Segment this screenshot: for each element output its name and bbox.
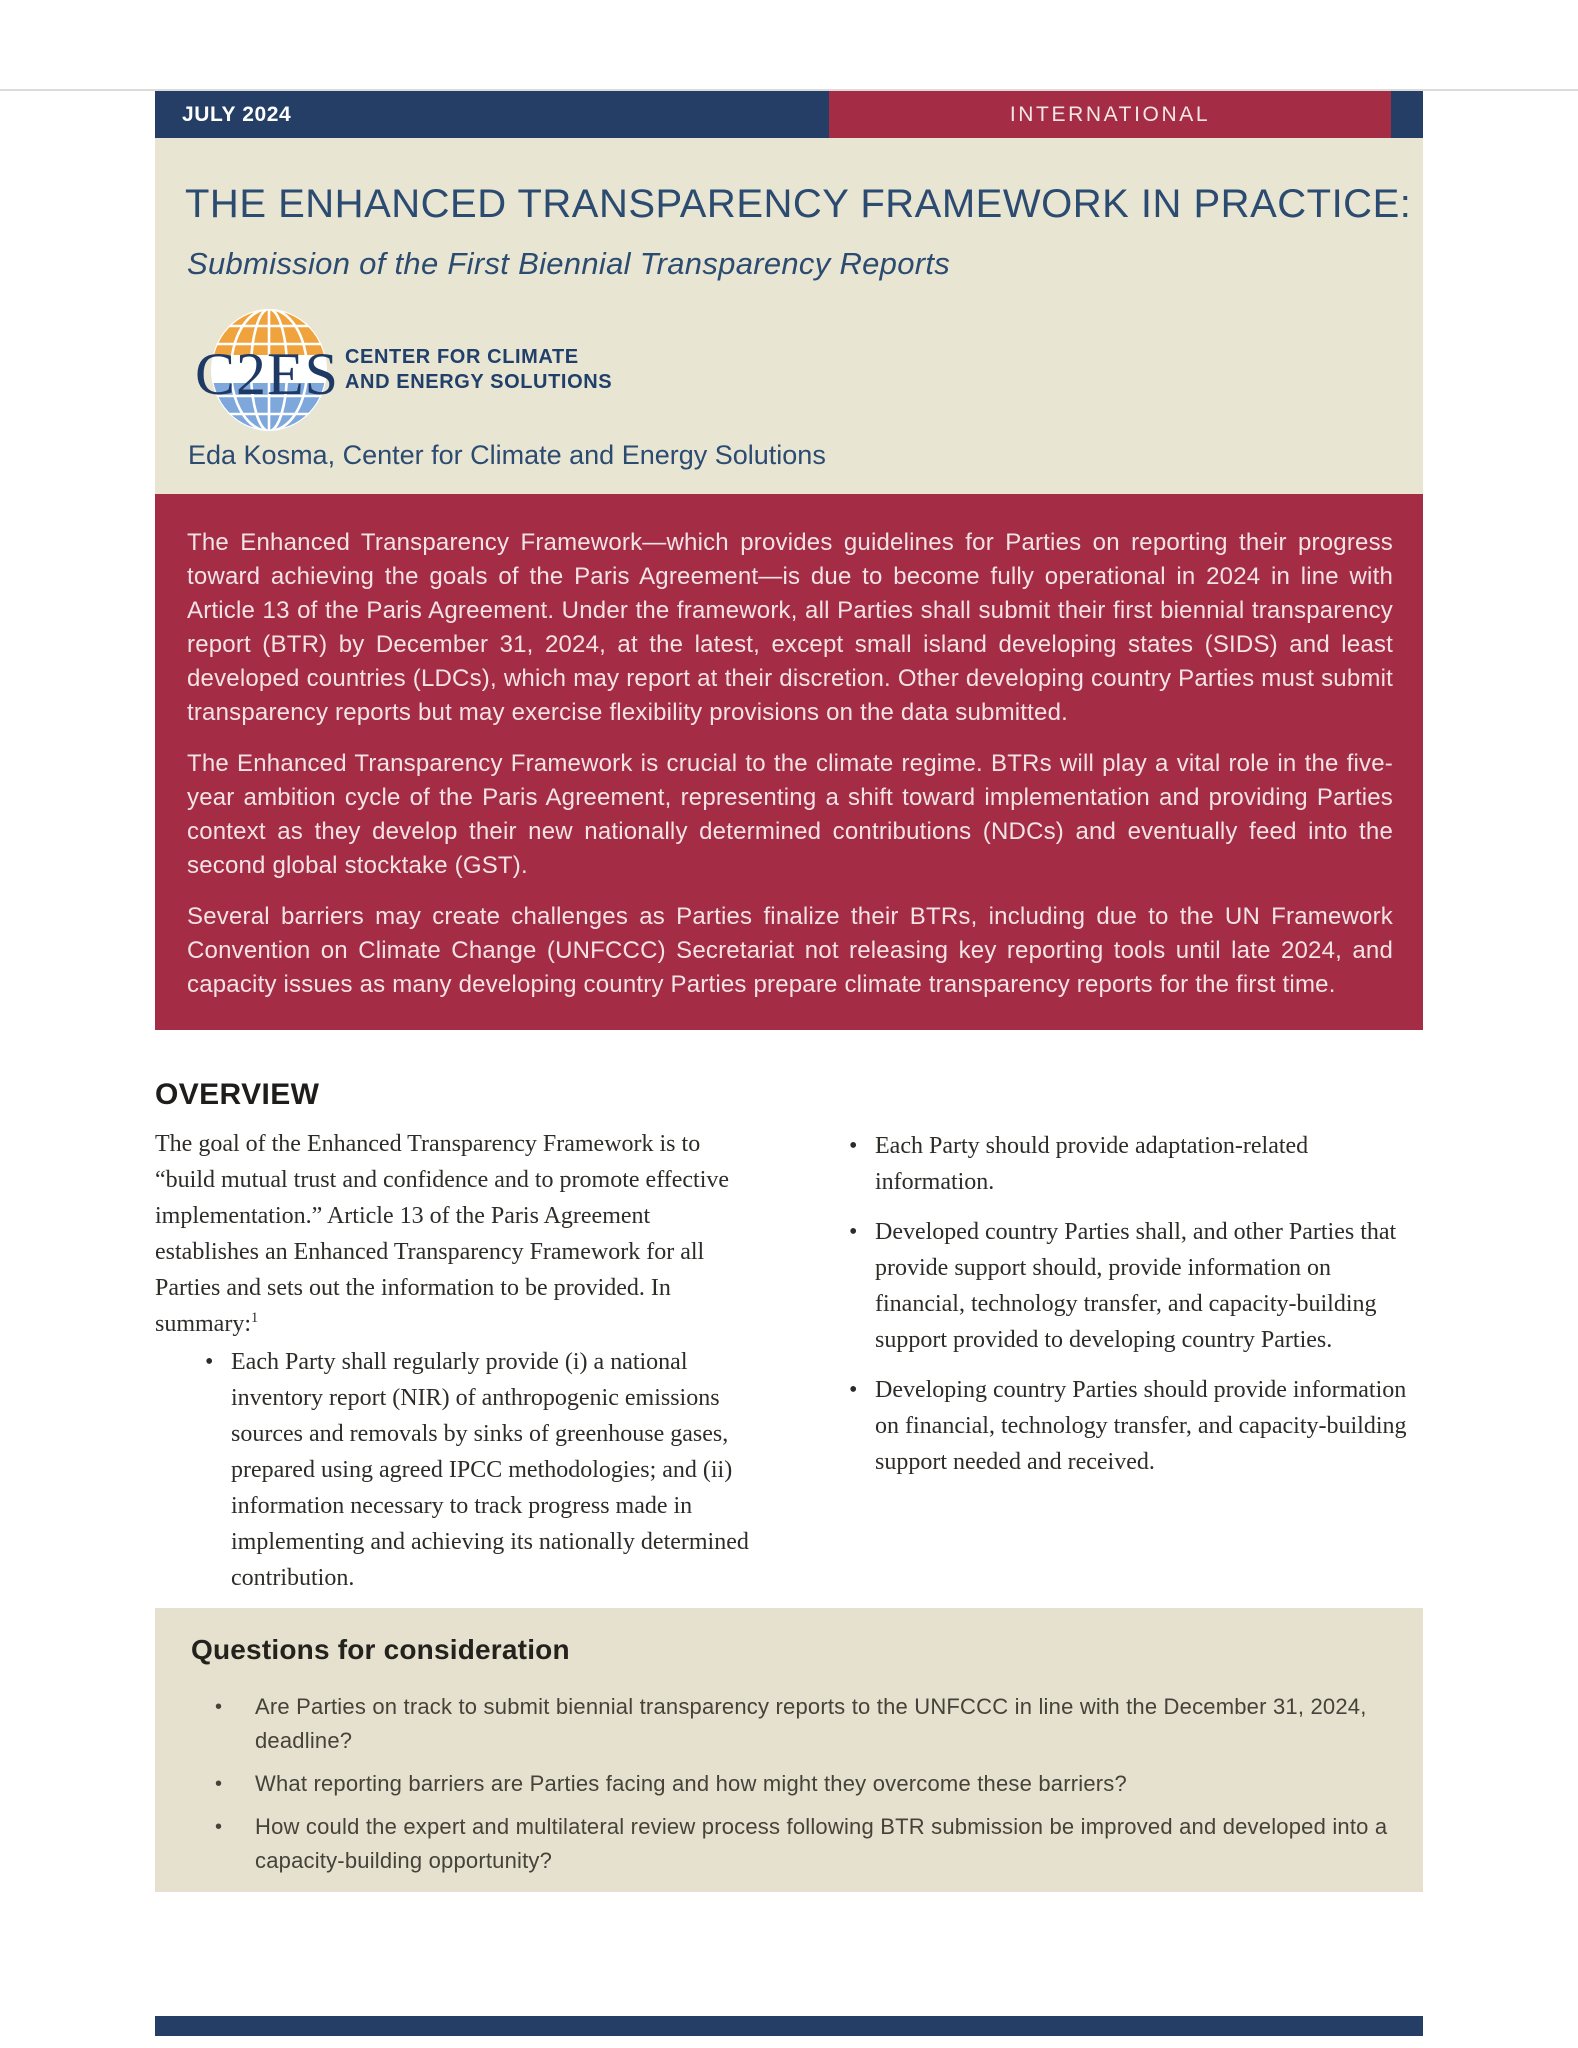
overview-section [155, 1078, 1423, 1596]
overview-right-column [847, 1126, 1423, 1596]
bullet-dot: • [849, 1133, 858, 1159]
page-title: THE ENHANCED TRANSPARENCY FRAMEWORK IN PRACTICE: [185, 182, 1412, 226]
program-band [829, 91, 1391, 138]
question-text: What reporting barriers are Parties facing and how might they overcome these barriers? [255, 1771, 1127, 1796]
masthead [155, 138, 1423, 494]
bullet-item [847, 1372, 1423, 1480]
overview-intro: The goal of the Enhanced Transparency Framework is to “build mutual trust and confidence and to promote effective implementation.” Article 13 of the Paris Agreement establishes an Enhanced Transparency Framework for all Parties and sets out the information to be provided. In summary:$^1$ [155, 1131, 730, 1337]
program-label: INTERNATIONAL [1009, 102, 1211, 126]
bullet-dot: • [205, 1349, 214, 1375]
author-line: Eda Kosma, Center for Climate and Energy Solutions [188, 440, 826, 470]
logo-org-name [345, 345, 612, 395]
abstract-box [155, 494, 1423, 1030]
bullet-dot: • [849, 1219, 858, 1245]
abstract-paragraph: Several barriers may create challenges as Parties finalize their BTRs, including due to the UN Framework Convention on Climate Change (UNFCCC) Secretariat not releasing key reporting tools until late 2024, and capacity issues as many developing country Parties prepare climate transparency reports for the first time. [187, 903, 1393, 998]
page-subtitle: Submission of the First Biennial Transparency Reports [187, 246, 951, 281]
bullet-item [203, 1344, 753, 1596]
bullet-dot: • [849, 1377, 858, 1403]
bullet-dot: • [215, 1773, 223, 1795]
logo-wordmark: C2ES [195, 341, 340, 407]
bar-end-cap [1391, 91, 1423, 138]
overview-left-bullets [155, 1344, 753, 1596]
bullet-item [847, 1128, 1423, 1200]
bullet-text: Each Party should provide adaptation-related information. [875, 1133, 1309, 1195]
questions-box [155, 1608, 1423, 1892]
question-text: How could the expert and multilateral review process following BTR submission be improved and developed into a capacity-building opportunity? [255, 1814, 1388, 1873]
question-item [215, 1767, 1389, 1801]
c2es-logo [195, 308, 855, 432]
bullet-text: Developing country Parties should provide information on financial, technology transfer, and capacity-building support needed and received. [875, 1377, 1407, 1475]
issue-date: JULY 2024 [182, 102, 292, 126]
question-text: Are Parties on track to submit biennial transparency reports to the UNFCCC in line with the December 31, 2024, deadline? [255, 1694, 1367, 1753]
questions-heading: Questions for consideration [191, 1634, 570, 1665]
abstract-paragraph: The Enhanced Transparency Framework is crucial to the climate regime. BTRs will play a vital role in the five-year ambition cycle of the Paris Agreement, representing a shift toward implementation and providing Parties context as they develop their new nationally determined contributions (NDCs) and eventually feed into the second global stocktake (GST). [187, 750, 1393, 879]
logo-org-line2: AND ENERGY SOLUTIONS [345, 371, 613, 393]
overview-right-bullets [847, 1128, 1423, 1480]
overview-left-column [155, 1126, 753, 1596]
question-item [215, 1690, 1389, 1758]
top-bar [155, 91, 1423, 138]
overview-columns [155, 1126, 1423, 1596]
bullet-text: Developed country Parties shall, and other Parties that provide support should, provide information on financial, technology transfer, and capacity-building support provided to developing country Parties. [875, 1219, 1397, 1353]
abstract-paragraph: The Enhanced Transparency Framework—which provides guidelines for Parties on reporting their progress toward achieving the goals of the Paris Agreement—is due to become fully operational in 2024 in line with Article 13 of the Paris Agreement. Under the framework, all Parties shall submit their first biennial transparency report (BTR) by December 31, 2024, at the latest, except small island developing states (SIDS) and least developed countries (LDCs), which may report at their discretion. Other developing country Parties must submit transparency reports but may exercise flexibility provisions on the data submitted. [187, 529, 1393, 726]
footnote-marker: 1 [251, 1310, 259, 1326]
overview-heading: OVERVIEW [155, 1078, 320, 1111]
bullet-text: Each Party shall regularly provide (i) a national inventory report (NIR) of anthropogenic emissions sources and removals by sinks of greenhouse gases, prepared using agreed IPCC methodologies; and (ii) information necessary to track progress made in implementing and achieving its nationally determined contribution. [231, 1349, 749, 1591]
questions-list [191, 1690, 1389, 1878]
footer-rule [155, 2016, 1423, 2036]
bullet-dot: • [215, 1696, 223, 1718]
question-item [215, 1810, 1389, 1878]
bullet-item [847, 1214, 1423, 1358]
bullet-dot: • [215, 1816, 223, 1838]
logo-org-line1: CENTER FOR CLIMATE [345, 346, 579, 368]
date-band [155, 91, 829, 138]
